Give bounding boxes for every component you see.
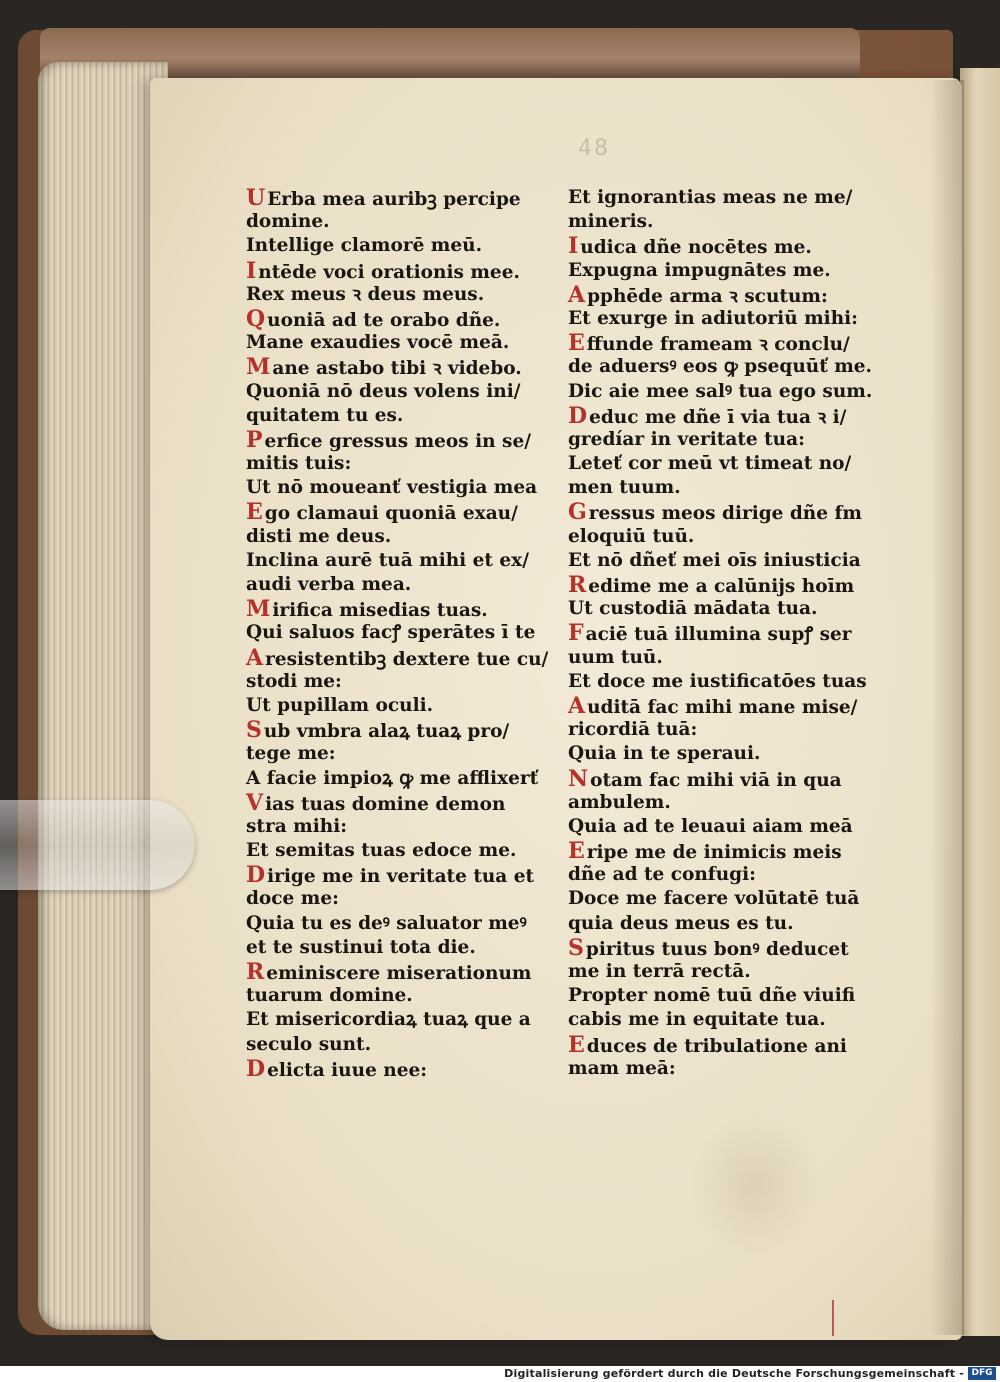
text-line [246, 694, 576, 718]
text-line [568, 355, 888, 379]
text-line [246, 863, 576, 887]
line-text: irifica misedias tuas. [272, 600, 488, 622]
rubricated-initial: P [246, 426, 263, 453]
text-line [246, 815, 576, 839]
line-text: mineris. [568, 211, 654, 233]
line-text: Et exurge in adiutoriū mihi: [568, 307, 859, 329]
text-line [568, 742, 888, 766]
text-line [246, 307, 576, 331]
text-line [246, 791, 576, 815]
line-text: otam fac mihi viā in qua [590, 769, 842, 791]
line-text: go clamaui quoniā exau/ [264, 503, 518, 525]
line-text: mam meā: [568, 1057, 676, 1079]
rubricated-initial: R [246, 959, 265, 985]
rubricated-initial: N [568, 765, 589, 792]
text-line [568, 186, 888, 210]
glass-clip [0, 800, 195, 890]
rubricated-initial: A [568, 281, 586, 308]
text-line [246, 259, 576, 283]
line-text: Et misericordiaꝝ tuaꝝ que a [246, 1009, 531, 1031]
paper-stain [690, 1110, 820, 1260]
text-line [246, 646, 576, 670]
rubricated-initial: D [568, 402, 588, 429]
line-text: men tuum. [568, 477, 681, 499]
text-line [246, 670, 576, 694]
line-text: ffunde frameam ꝛ conclu/ [586, 334, 850, 356]
line-text: Expugna impugnātes me. [568, 259, 831, 281]
line-text: ntēde voci orationis mee. [258, 261, 520, 283]
text-line [568, 670, 888, 694]
line-text: duces de tribulatione ani [586, 1035, 847, 1057]
line-text: domine. [246, 211, 330, 233]
text-line [246, 718, 576, 742]
dfg-logo: DFG [968, 1367, 996, 1380]
line-text: Inclina aurē tuā mihi et ex/ [246, 549, 529, 571]
line-text: Quia tu es deꝰ saluator meꝰ [246, 912, 527, 934]
line-text: disti me deus. [246, 525, 392, 547]
line-text: gredíar in veritate tua: [568, 428, 805, 450]
text-line [568, 428, 888, 452]
line-text: uoniā ad te orabo dñe. [267, 309, 501, 331]
line-text: Et ignorantias meas ne me/ [568, 187, 853, 208]
text-line [246, 1008, 576, 1032]
text-line [568, 912, 888, 936]
text-line [246, 887, 576, 911]
text-line [568, 815, 888, 839]
text-line [246, 1057, 576, 1081]
text-line [568, 791, 888, 815]
text-line [568, 718, 888, 742]
text-line [246, 573, 576, 597]
footer-bar [0, 1366, 1000, 1382]
rubricated-initial: M [246, 354, 271, 381]
rubricated-initial: F [568, 620, 584, 647]
text-line [246, 452, 576, 476]
line-text: eminiscere miserationum [266, 963, 532, 984]
text-line [568, 452, 888, 476]
line-text: eloquiū tuū. [568, 525, 695, 547]
text-line [568, 646, 888, 670]
line-text: ressus meos dirige dñe fm [588, 503, 863, 525]
text-line [568, 500, 888, 524]
line-text: ricordiā tuā: [568, 719, 698, 741]
line-text: Et nō dñeť mei oīs iniusticia [568, 549, 861, 571]
rubricated-initial: E [246, 499, 263, 526]
text-line [568, 621, 888, 645]
line-text: stra mihi: [246, 815, 348, 837]
line-text: quia deus meus es tu. [568, 912, 794, 934]
line-text: Qui saluos facꝭ sperātes ī te [246, 622, 536, 644]
text-line [568, 476, 888, 500]
line-text: Et semitas tuas edoce me. [246, 840, 517, 862]
text-line [568, 887, 888, 911]
line-text: edime me a calūnijs hoīm [588, 576, 855, 597]
line-text: Quoniā nō deus volens ini/ [246, 380, 521, 402]
line-text: Propter nomē tuū dñe viuifi [568, 985, 856, 1007]
facing-page-edge [960, 68, 1000, 1336]
text-line [246, 936, 576, 960]
text-line [246, 476, 576, 500]
text-line [568, 839, 888, 863]
text-line [246, 1033, 576, 1057]
line-text: ripe me de inimicis meis [586, 842, 842, 864]
text-line [568, 283, 888, 307]
line-text: elicta iuue nee: [267, 1059, 428, 1081]
text-line [568, 573, 888, 597]
line-text: Quia ad te leuaui aiam meā [568, 815, 853, 837]
text-line [568, 863, 888, 887]
line-text: ias tuas domine demon [265, 793, 506, 815]
line-text: irige me in veritate tua et [267, 866, 535, 888]
text-line [568, 767, 888, 791]
line-text: tuarum domine. [246, 985, 413, 1007]
line-text: mitis tuis: [246, 453, 352, 475]
line-text: A facie impioꝝ ꝙ me afflixerť [246, 767, 539, 789]
line-text: Dic aie mee salꝰ tua ego sum. [568, 380, 873, 402]
line-text: seculo sunt. [246, 1033, 372, 1055]
text-line [246, 500, 576, 524]
line-text: me in terrā rectā. [568, 961, 751, 982]
line-text: cabis me in equitate tua. [568, 1009, 826, 1031]
line-text: doce me: [246, 888, 339, 910]
text-line [246, 621, 576, 645]
text-line [568, 331, 888, 355]
rubricated-initial: Q [246, 305, 266, 332]
line-text: educ me dñe ī via tua ꝛ i/ [589, 406, 847, 428]
text-line [568, 597, 888, 621]
spine-shadow [930, 80, 964, 1335]
line-text: Intellige clamorē meū. [246, 235, 483, 257]
rubricated-initial: E [568, 330, 585, 357]
line-text: Leteť cor meū vt timeat no/ [568, 453, 852, 475]
text-line [246, 404, 576, 428]
rubricated-initial: S [246, 717, 262, 744]
line-text: Ut custodiā mādata tua. [568, 598, 818, 620]
left-text-column [246, 185, 579, 1082]
rubricated-initial: E [568, 1031, 585, 1058]
text-line [568, 525, 888, 549]
rubricated-initial: D [246, 1055, 266, 1082]
line-text: aciē tuā illumina supꝭ ser [585, 624, 852, 646]
line-text: de aduersꝰ eos ꝙ psequūť me. [568, 356, 872, 378]
line-text: Quia in te speraui. [568, 743, 761, 765]
text-line [568, 1033, 888, 1057]
text-line [246, 331, 576, 355]
line-text: tege me: [246, 743, 336, 765]
text-line [568, 1008, 888, 1032]
text-line [246, 210, 576, 234]
text-line [246, 742, 576, 766]
line-text: uditā fac mihi mane mise/ [587, 696, 858, 718]
rubricated-initial: I [246, 257, 257, 284]
rubricated-initial: V [246, 789, 264, 816]
text-line [246, 428, 576, 452]
rubricated-initial: E [568, 838, 585, 865]
line-text: Erba mea auribꝫ percipe [267, 189, 521, 210]
text-line [246, 233, 579, 260]
line-text: ub vmbra alaꝝ tuaꝝ pro/ [263, 721, 510, 743]
line-text: quitatem tu es. [246, 404, 404, 426]
rubricated-initial: M [246, 596, 271, 623]
line-text: pphēde arma ꝛ scutum: [587, 285, 828, 307]
line-text: Doce me facere volūtatē tuā [568, 888, 860, 910]
line-text: resistentibꝫ dextere tue cu/ [265, 648, 549, 670]
line-text: Rex meus ꝛ deus meus. [246, 283, 485, 305]
text-line [568, 234, 888, 258]
text-line [246, 767, 576, 791]
folio-number: 48 [578, 136, 610, 161]
line-text: stodi me: [246, 670, 342, 692]
text-line [568, 984, 888, 1008]
line-text: Et doce me iustificatōes tuas [568, 670, 867, 692]
text-line [246, 525, 576, 549]
pen-mark [832, 1300, 834, 1336]
page-stack [38, 62, 168, 1330]
line-text: et te sustinui tota die. [246, 936, 476, 958]
line-text: Ut nō moueanť vestigia mea [246, 477, 538, 499]
line-text: piritus tuus bonꝰ deducet [585, 938, 849, 960]
text-line [246, 283, 576, 307]
text-line [246, 960, 576, 984]
text-line [246, 549, 576, 573]
text-line [246, 597, 576, 621]
line-text: audi verba mea. [246, 574, 412, 595]
text-line [568, 936, 888, 960]
line-text: udica dñe nocētes me. [580, 237, 812, 259]
rubricated-initial: A [246, 644, 264, 671]
text-line [568, 1057, 888, 1081]
line-text: erfice gressus meos in se/ [264, 430, 531, 452]
text-line [568, 307, 888, 331]
line-text: ane astabo tibi ꝛ videbo. [272, 358, 522, 380]
funding-credit: Digitalisierung gefördert durch die Deutsche Forschungsgemeinschaft - [504, 1367, 964, 1380]
text-line [246, 984, 576, 1008]
line-text: Mane exaudies vocē meā. [246, 332, 510, 354]
line-text: Ut pupillam oculi. [246, 694, 434, 716]
line-text: ambulem. [568, 791, 671, 813]
rubricated-initial: R [568, 572, 587, 598]
line-text: dñe ad te confugi: [568, 864, 756, 886]
text-line [568, 960, 888, 984]
text-line [246, 186, 576, 210]
line-text: uum tuū. [568, 646, 663, 668]
text-line [568, 549, 888, 573]
text-line [246, 839, 576, 863]
text-line [246, 912, 576, 936]
right-text-column [568, 186, 888, 1081]
rubricated-initial: D [246, 862, 266, 889]
text-line [568, 404, 888, 428]
text-line [246, 355, 576, 379]
rubricated-initial: A [568, 692, 586, 719]
rubricated-initial: U [246, 185, 266, 211]
text-line [568, 380, 888, 404]
text-line [568, 210, 888, 234]
rubricated-initial: I [568, 233, 579, 260]
text-line [246, 380, 576, 404]
text-line [568, 259, 888, 283]
rubricated-initial: G [568, 499, 587, 526]
rubricated-initial: S [568, 934, 584, 961]
text-line [568, 694, 888, 718]
